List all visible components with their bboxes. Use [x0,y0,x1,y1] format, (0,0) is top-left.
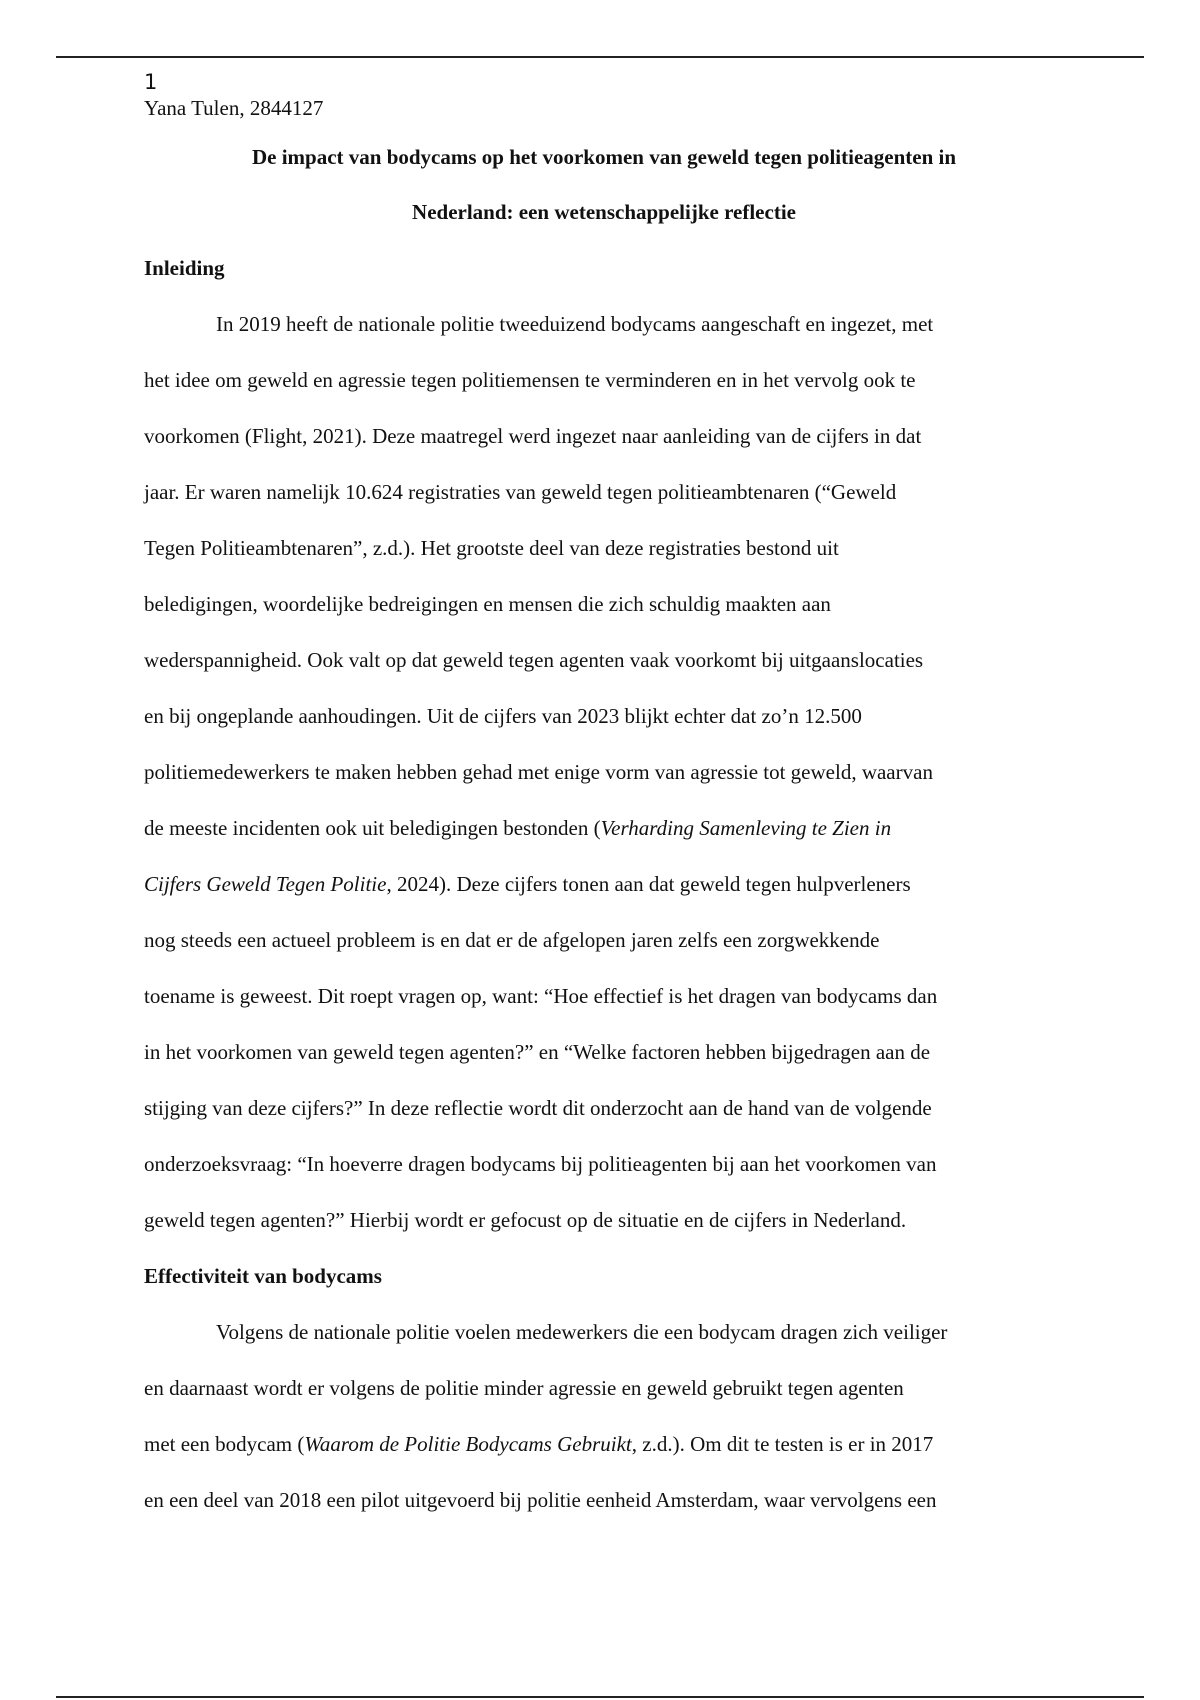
text-line: en een deel van 2018 een pilot uitgevoerd bij politie eenheid Amsterdam, waar vervolgens een [144,1488,937,1512]
page-bottom-rule [56,1696,1144,1698]
text-line: nog steeds een actueel probleem is en dat er de afgelopen jaren zelfs een zorgwekkende [144,928,880,952]
citation-title: Cijfers Geweld Tegen Politie [144,872,387,896]
text-segment: met een bodycam ( [144,1432,305,1456]
title-line-2: Nederland: een wetenschappelijke reflectie [412,200,796,224]
text-line: het idee om geweld en agressie tegen politiemensen te verminderen en in het vervolg ook te [144,368,916,392]
paragraph-inleiding [144,296,1064,1248]
text-line: politiemedewerkers te maken hebben gehad met enige vorm van agressie tot geweld, waarvan [144,760,933,784]
text-segment: , z.d.). Om dit te testen is er in 2017 [631,1432,934,1456]
text-line: stijging van deze cijfers?” In deze reflectie wordt dit onderzocht aan de hand van de volgende [144,1096,932,1120]
text-line [144,1416,1064,1472]
citation-title: Verharding Samenleving te Zien in [600,816,892,840]
text-line: voorkomen (Flight, 2021). Deze maatregel werd ingezet naar aanleiding van de cijfers in dat [144,424,922,448]
text-line: en bij ongeplande aanhoudingen. Uit de cijfers van 2023 blijkt echter dat zo’n 12.500 [144,704,862,728]
section-heading-inleiding: Inleiding [144,256,225,280]
document-page [144,64,1064,1528]
text-line: en daarnaast wordt er volgens de politie minder agressie en geweld gebruikt tegen agenten [144,1376,904,1400]
text-line: geweld tegen agenten?” Hierbij wordt er gefocust op de situatie en de cijfers in Nederland. [144,1208,907,1232]
text-line: in het voorkomen van geweld tegen agenten?” en “Welke factoren hebben bijgedragen aan de [144,1040,931,1064]
text-line: toename is geweest. Dit roept vragen op, want: “Hoe effectief is het dragen van bodycams dan [144,984,938,1008]
text-line [144,856,1064,912]
title-line-1: De impact van bodycams op het voorkomen van geweld tegen politieagenten in [251,145,957,169]
text-line: Volgens de nationale politie voelen medewerkers die een bodycam dragen zich veiliger [216,1320,948,1344]
author-line: Yana Tulen, 2844127 [144,96,324,120]
paragraph-effectiviteit [144,1304,1064,1528]
text-segment: , 2024). Deze cijfers tonen aan dat geweld tegen hulpverleners [386,872,911,896]
text-line: Tegen Politieambtenaren”, z.d.). Het grootste deel van deze registraties bestond uit [144,536,839,560]
text-line: In 2019 heeft de nationale politie tweeduizend bodycams aangeschaft en ingezet, met [216,312,934,336]
text-line: onderzoeksvraag: “In hoeverre dragen bodycams bij politieagenten bij aan het voorkomen van [144,1152,937,1176]
document-title [144,130,1064,240]
text-line: wederspannigheid. Ook valt op dat geweld tegen agenten vaak voorkomt bij uitgaanslocaties [144,648,924,672]
text-line [144,800,1064,856]
text-line: jaar. Er waren namelijk 10.624 registraties van geweld tegen politieambtenaren (“Geweld [144,480,897,504]
citation-title: Waarom de Politie Bodycams Gebruikt [304,1432,632,1456]
text-line: beledigingen, woordelijke bedreigingen en mensen die zich schuldig maakten aan [144,592,831,616]
page-top-rule [56,56,1144,58]
section-heading-effectiviteit: Effectiviteit van bodycams [144,1264,382,1288]
page-number: 1 [144,70,158,94]
text-segment: de meeste incidenten ook uit beledigingen bestonden ( [144,816,601,840]
